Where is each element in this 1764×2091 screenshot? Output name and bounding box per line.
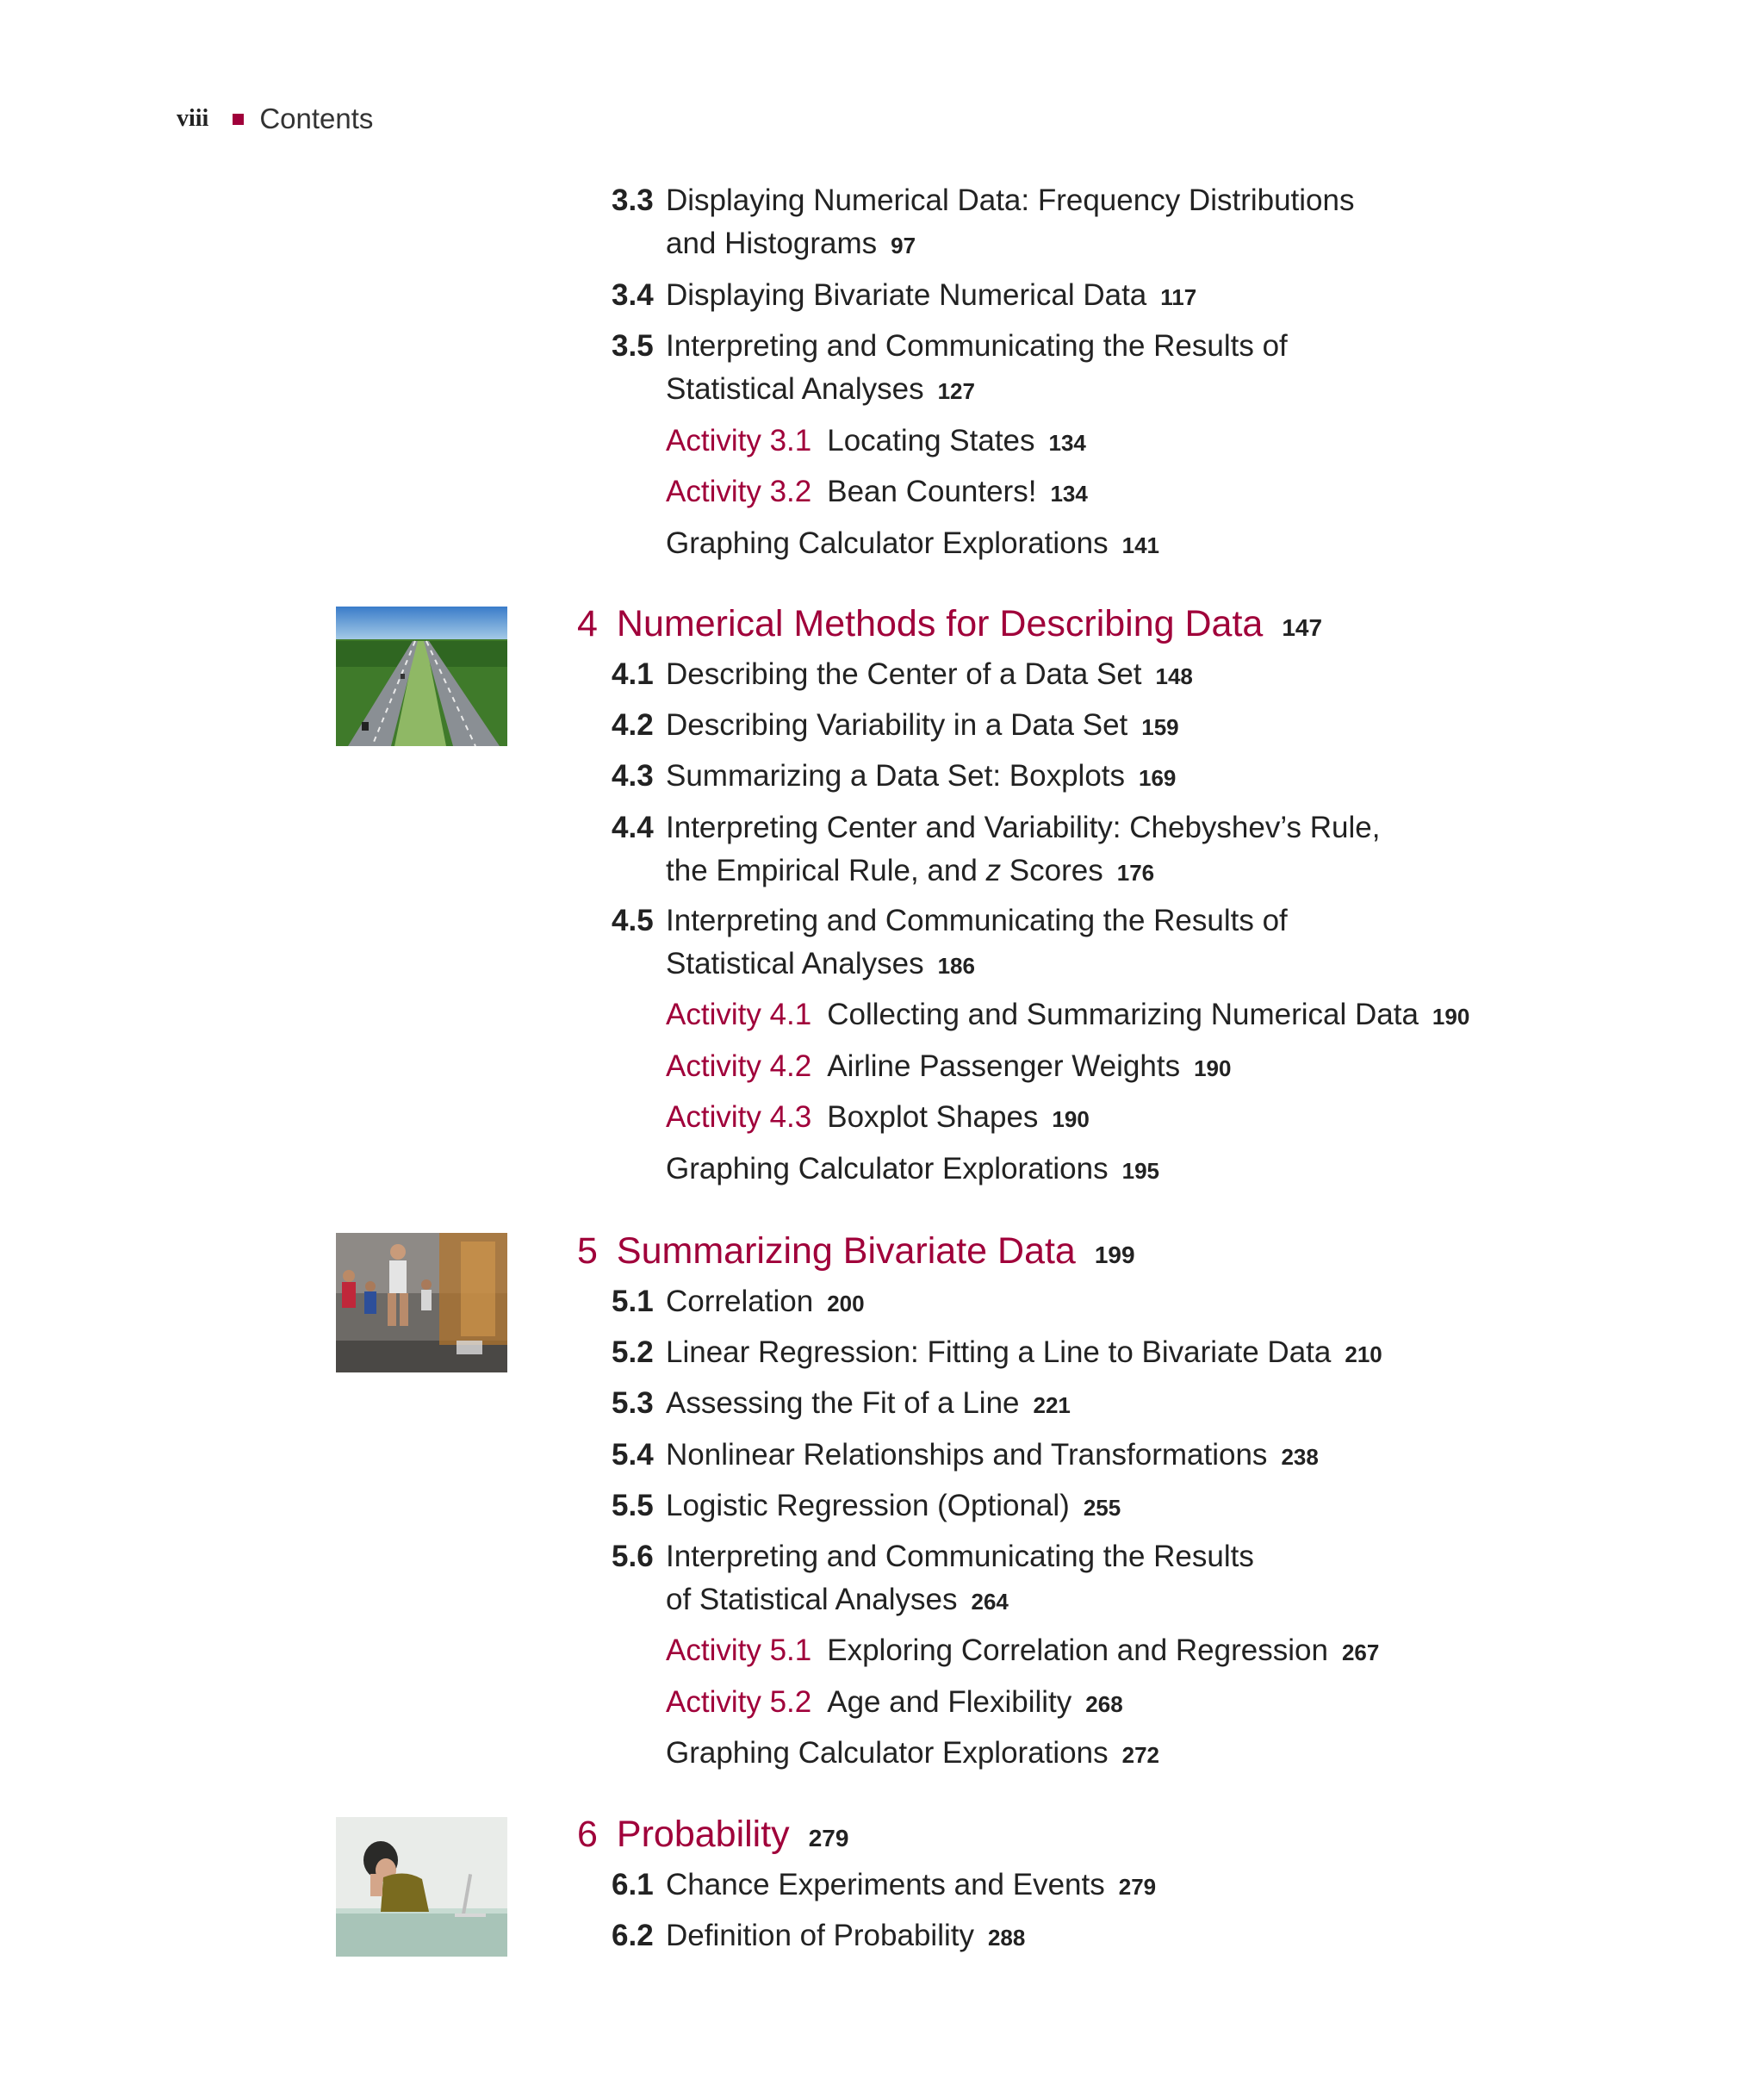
page-ref: 279 bbox=[1118, 1874, 1157, 1900]
section-number: 4.4 bbox=[612, 811, 654, 844]
page-ref: 288 bbox=[987, 1925, 1026, 1951]
section-number: 4.3 bbox=[612, 759, 654, 793]
section-title: Displaying Bivariate Numerical Data bbox=[666, 278, 1147, 312]
section-number: 5.2 bbox=[612, 1335, 654, 1369]
section-title-line1: Interpreting and Communicating the Results bbox=[666, 1540, 1254, 1573]
section-number: 6.1 bbox=[612, 1868, 654, 1901]
section-number: 5.5 bbox=[612, 1489, 654, 1522]
highway-photo-graphic bbox=[336, 607, 507, 746]
section-number: 3.3 bbox=[612, 184, 654, 217]
section-number: 4.1 bbox=[612, 657, 654, 691]
page-ref: 147 bbox=[1282, 614, 1323, 641]
section-number: 3.5 bbox=[612, 329, 654, 363]
page-ref: 148 bbox=[1155, 663, 1193, 689]
page-ref: 190 bbox=[1432, 1004, 1470, 1030]
page-ref: 169 bbox=[1139, 765, 1177, 791]
toc-activity-3-2[interactable] bbox=[666, 470, 1088, 515]
activity-title: Age and Flexibility bbox=[827, 1685, 1072, 1719]
gce-title: Graphing Calculator Explorations bbox=[666, 1736, 1109, 1770]
chapter-number: 6 bbox=[577, 1814, 598, 1855]
section-number: 5.6 bbox=[612, 1540, 654, 1573]
section-number: 5.3 bbox=[612, 1386, 654, 1420]
runners-photo-graphic bbox=[336, 1233, 507, 1372]
section-title-line1: Interpreting Center and Variability: Chebyshev’s Rule, bbox=[666, 811, 1381, 844]
toc-chapter-4[interactable] bbox=[577, 600, 1322, 652]
section-title-line1: Displaying Numerical Data: Frequency Distributions bbox=[666, 184, 1355, 217]
section-number: 6.2 bbox=[612, 1919, 654, 1952]
page-ref: 264 bbox=[971, 1589, 1009, 1615]
toc-chapter-6[interactable] bbox=[577, 1810, 848, 1863]
page-ref: 268 bbox=[1085, 1691, 1123, 1717]
section-title-line1: Interpreting and Communicating the Results of bbox=[666, 329, 1288, 363]
activity-title: Locating States bbox=[827, 424, 1035, 457]
activity-label: Activity 4.2 bbox=[666, 1049, 812, 1083]
chapter-number: 5 bbox=[577, 1230, 598, 1272]
section-title-line1: Interpreting and Communicating the Results of bbox=[666, 904, 1288, 937]
running-head-title: Contents bbox=[259, 103, 374, 134]
page-ref: 200 bbox=[827, 1291, 865, 1316]
page-ref: 134 bbox=[1050, 481, 1088, 507]
activity-title: Airline Passenger Weights bbox=[827, 1049, 1181, 1083]
page-ref: 238 bbox=[1281, 1444, 1319, 1470]
activity-title: Boxplot Shapes bbox=[827, 1100, 1039, 1134]
activity-title: Bean Counters! bbox=[827, 475, 1037, 508]
section-title: Assessing the Fit of a Line bbox=[666, 1386, 1020, 1420]
page-ref: 221 bbox=[1033, 1392, 1071, 1418]
toc-activity-4-3[interactable] bbox=[666, 1096, 1090, 1141]
page-ref: 141 bbox=[1121, 532, 1159, 558]
page-ref: 127 bbox=[937, 378, 975, 404]
page-ref: 255 bbox=[1083, 1495, 1121, 1521]
section-title-line2a: the Empirical Rule, and bbox=[666, 854, 986, 887]
page-ref: 279 bbox=[808, 1825, 849, 1851]
page-ref: 199 bbox=[1094, 1242, 1135, 1268]
section-title: Definition of Probability bbox=[666, 1919, 974, 1952]
section-title-line2: Statistical Analyses bbox=[666, 947, 924, 980]
page-ref: 134 bbox=[1048, 430, 1086, 456]
toc-activity-5-1[interactable] bbox=[666, 1629, 1379, 1674]
toc-activity-3-1[interactable] bbox=[666, 420, 1086, 464]
section-title: Logistic Regression (Optional) bbox=[666, 1489, 1070, 1522]
section-title: Linear Regression: Fitting a Line to Bivariate Data bbox=[666, 1335, 1332, 1369]
section-title-line2b: Scores bbox=[1001, 854, 1103, 887]
section-number: 4.5 bbox=[612, 904, 654, 937]
toc-activity-5-2[interactable] bbox=[666, 1681, 1123, 1726]
section-title-line2: Statistical Analyses bbox=[666, 372, 924, 406]
activity-title: Exploring Correlation and Regression bbox=[827, 1634, 1328, 1667]
section-number: 5.1 bbox=[612, 1285, 654, 1318]
section-number: 3.4 bbox=[612, 278, 654, 312]
chapter-title: Summarizing Bivariate Data bbox=[616, 1230, 1076, 1272]
person-at-laptop-photo-graphic bbox=[336, 1817, 507, 1957]
section-title: Nonlinear Relationships and Transformations bbox=[666, 1438, 1268, 1472]
person-at-laptop-photo bbox=[336, 1817, 507, 1957]
section-title: Describing the Center of a Data Set bbox=[666, 657, 1142, 691]
toc-activity-4-2[interactable] bbox=[666, 1045, 1231, 1090]
section-title: Chance Experiments and Events bbox=[666, 1868, 1105, 1901]
activity-title: Collecting and Summarizing Numerical Data bbox=[827, 998, 1419, 1031]
page-ref: 97 bbox=[891, 233, 916, 258]
highway-photo bbox=[336, 607, 507, 746]
section-title-line2: of Statistical Analyses bbox=[666, 1583, 958, 1616]
section-title-line2: and Histograms bbox=[666, 227, 878, 260]
section-number: 4.2 bbox=[612, 708, 654, 742]
square-bullet-icon bbox=[233, 114, 244, 125]
page-ref: 195 bbox=[1121, 1158, 1159, 1184]
page-ref: 190 bbox=[1194, 1055, 1232, 1081]
toc-gce-ch3[interactable] bbox=[666, 522, 1159, 567]
page-ref: 210 bbox=[1345, 1341, 1382, 1367]
section-title: Correlation bbox=[666, 1285, 814, 1318]
page-ref: 176 bbox=[1116, 860, 1155, 886]
toc-gce-ch4[interactable] bbox=[666, 1148, 1159, 1192]
running-head bbox=[177, 102, 373, 136]
page-ref: 159 bbox=[1141, 714, 1179, 740]
chapter-title: Probability bbox=[616, 1814, 790, 1855]
activity-label: Activity 3.1 bbox=[666, 424, 812, 457]
gce-title: Graphing Calculator Explorations bbox=[666, 1152, 1109, 1186]
page-ref: 186 bbox=[937, 953, 975, 979]
page-ref: 272 bbox=[1121, 1742, 1159, 1768]
section-title: Describing Variability in a Data Set bbox=[666, 708, 1128, 742]
activity-label: Activity 4.3 bbox=[666, 1100, 812, 1134]
z-variable: z bbox=[985, 854, 1002, 887]
section-number: 5.4 bbox=[612, 1438, 654, 1472]
page-number: viii bbox=[177, 105, 209, 132]
page-ref: 190 bbox=[1052, 1106, 1090, 1132]
runners-photo bbox=[336, 1233, 507, 1372]
activity-label: Activity 3.2 bbox=[666, 475, 812, 508]
activity-label: Activity 4.1 bbox=[666, 998, 812, 1031]
activity-label: Activity 5.2 bbox=[666, 1685, 812, 1719]
toc-chapter-5[interactable] bbox=[577, 1227, 1135, 1279]
chapter-number: 4 bbox=[577, 603, 598, 644]
toc-gce-ch5[interactable] bbox=[666, 1732, 1159, 1777]
page-ref: 117 bbox=[1160, 284, 1197, 310]
toc-activity-4-1[interactable] bbox=[666, 993, 1469, 1038]
chapter-title: Numerical Methods for Describing Data bbox=[616, 603, 1264, 644]
page-ref: 267 bbox=[1341, 1640, 1380, 1665]
section-title: Summarizing a Data Set: Boxplots bbox=[666, 759, 1126, 793]
gce-title: Graphing Calculator Explorations bbox=[666, 526, 1109, 560]
activity-label: Activity 5.1 bbox=[666, 1634, 812, 1667]
